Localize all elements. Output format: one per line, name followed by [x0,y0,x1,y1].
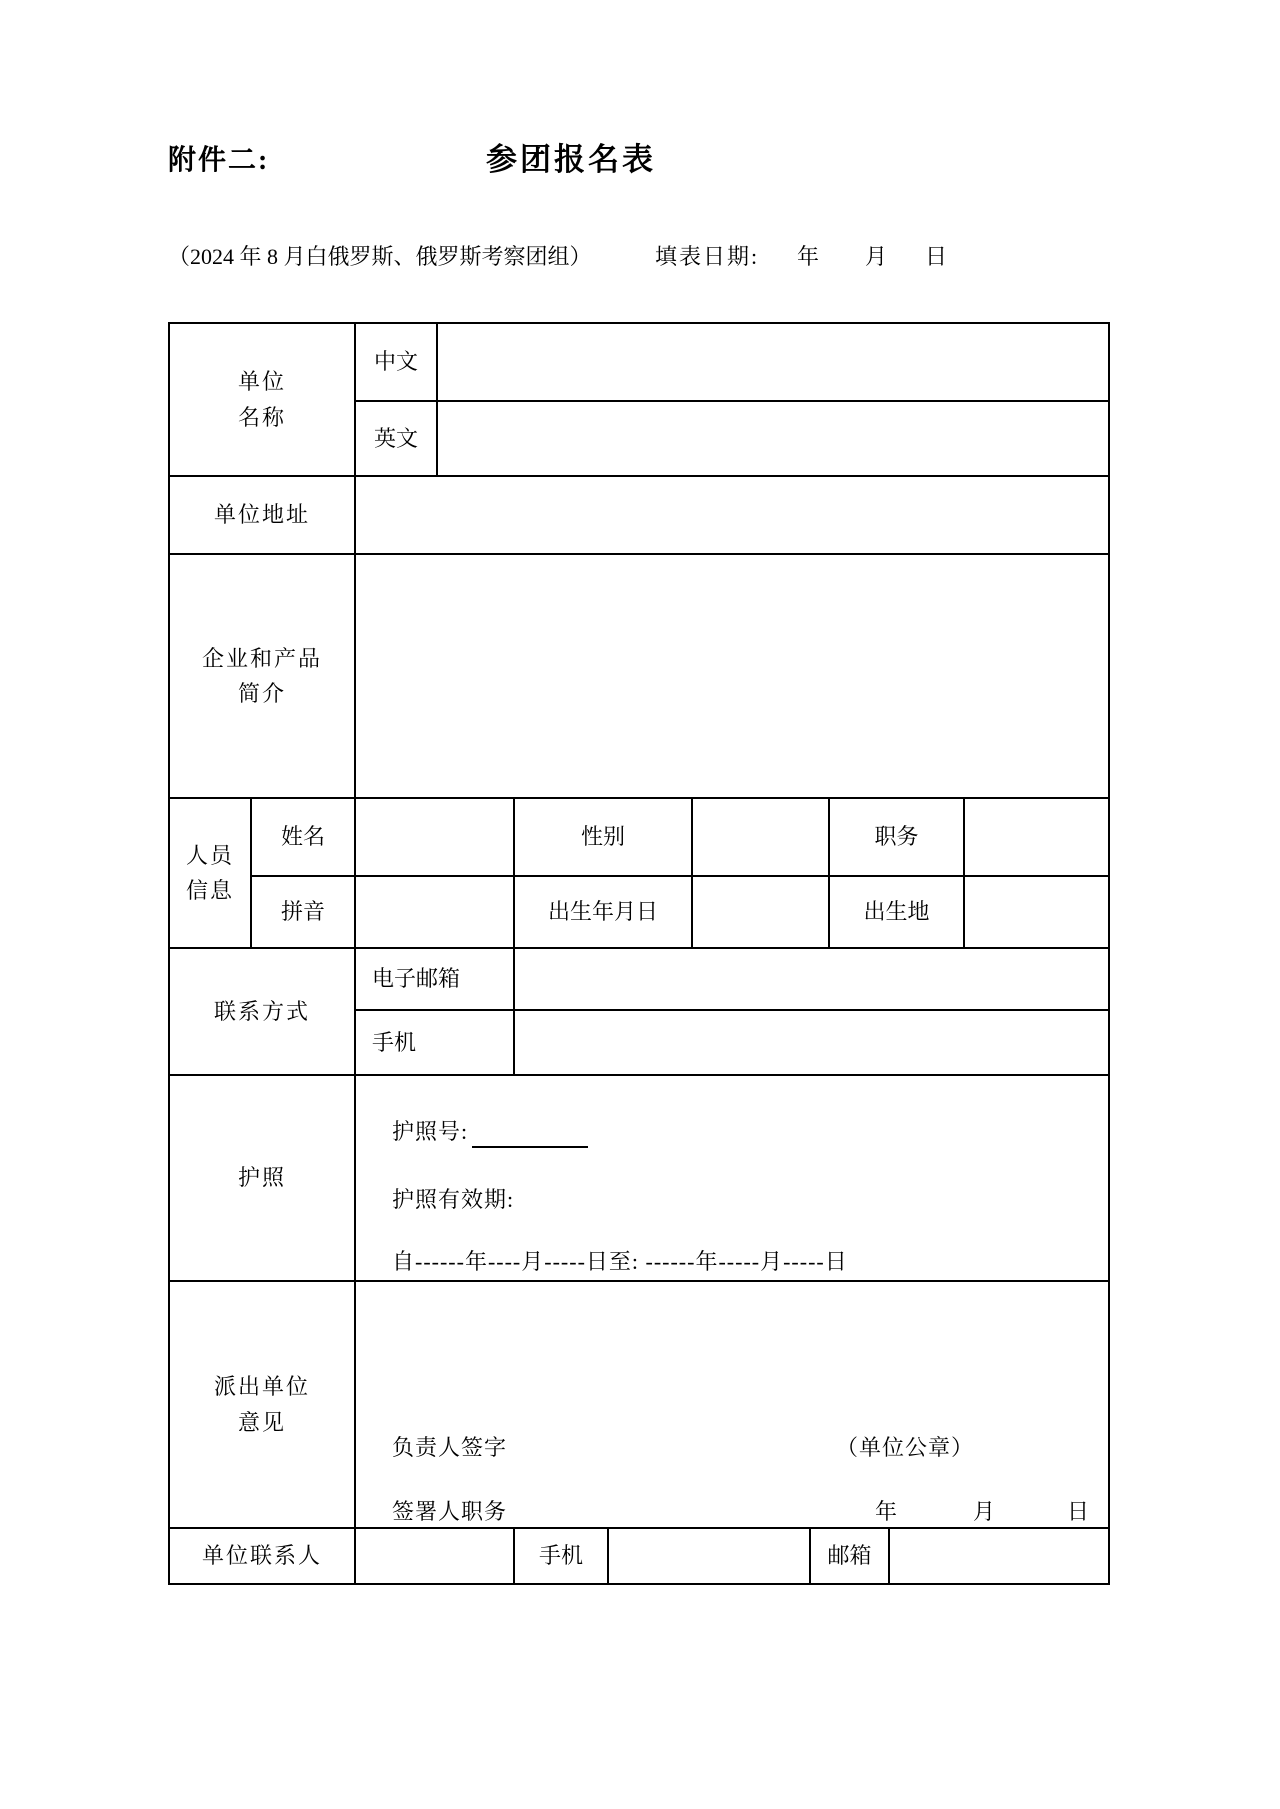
personnel-pinyin-label: 拼音 [252,877,356,947]
registration-form-table [168,322,1110,1585]
contact-mobile-input[interactable] [515,1011,1108,1074]
page-title: 参团报名表 [486,142,656,177]
personnel-gender-label: 性别 [515,799,693,875]
dispatch-opinion-label-line2: 意见 [237,1409,286,1435]
fill-date-year-label: 年 [797,244,820,269]
personnel-birthplace-input[interactable] [965,877,1108,947]
personnel-position-label: 职务 [830,799,965,875]
dispatch-opinion-content[interactable] [356,1282,1108,1527]
passport-number-line [392,1116,588,1148]
company-profile-band [170,555,1108,799]
passport-validity-period[interactable]: 自------年----月-----日至: ------年-----月-----日 [392,1249,848,1274]
personnel-label-line1: 人员 [185,842,234,868]
unit-name-english-label: 英文 [356,402,438,475]
personnel-gender-input[interactable] [693,799,830,875]
passport-content [356,1076,1108,1280]
attachment-label: 附件二: [168,145,270,176]
unit-name-english-input[interactable] [438,402,1108,475]
contact-mobile-label: 手机 [356,1011,515,1074]
unit-name-chinese-label: 中文 [356,324,438,400]
unit-contact-label: 单位联系人 [170,1529,356,1583]
unit-contact-mobile-label: 手机 [515,1529,609,1583]
personnel-birthdate-label: 出生年月日 [515,877,693,947]
opinion-year-label: 年 [875,1499,899,1524]
subtitle-delegation: （2024 年 8 月白俄罗斯、俄罗斯考察团组） [168,244,592,269]
personnel-pinyin-input[interactable] [356,877,515,947]
unit-contact-band [170,1529,1108,1583]
unit-name-label [170,324,356,475]
passport-number-label: 护照号: [392,1119,469,1144]
fill-date-month-label: 月 [865,244,888,269]
unit-contact-email-input[interactable] [890,1529,1108,1583]
personnel-birthdate-input[interactable] [693,877,830,947]
passport-validity-label: 护照有效期: [392,1187,515,1212]
dispatch-opinion-label [170,1282,356,1527]
passport-band [170,1076,1108,1282]
passport-label: 护照 [170,1076,356,1280]
company-profile-label [170,555,356,797]
personnel-band [170,799,1108,949]
unit-contact-email-label: 邮箱 [811,1529,890,1583]
personnel-position-input[interactable] [965,799,1108,875]
unit-address-input[interactable] [356,477,1108,553]
personnel-name-label: 姓名 [252,799,356,875]
unit-seal-label: （单位公章） [836,1435,975,1460]
company-profile-label-line1: 企业和产品 [201,645,322,671]
unit-contact-mobile-input[interactable] [609,1529,811,1583]
signer-title-label: 签署人职务 [392,1499,508,1524]
unit-name-band [170,324,1108,477]
unit-address-band [170,477,1108,555]
opinion-month-label: 月 [973,1499,997,1524]
passport-number-blank[interactable] [472,1122,588,1148]
company-profile-label-line2: 简介 [237,681,286,706]
unit-name-label-line1: 单位 [237,369,286,395]
unit-address-label: 单位地址 [170,477,356,553]
fill-date-day-label: 日 [925,244,948,269]
company-profile-input[interactable] [356,555,1108,797]
unit-name-label-line2: 名称 [237,404,286,430]
personnel-birthplace-label: 出生地 [830,877,965,947]
dispatch-opinion-band [170,1282,1108,1529]
fill-date-label: 填表日期: [655,244,760,269]
contact-email-label: 电子邮箱 [356,949,515,1009]
unit-name-chinese-input[interactable] [438,324,1108,400]
opinion-day-label: 日 [1067,1499,1091,1524]
contact-label: 联系方式 [170,949,356,1074]
contact-email-input[interactable] [515,949,1108,1009]
contact-band [170,949,1108,1076]
personnel-label-line2: 信息 [185,878,234,903]
personnel-name-input[interactable] [356,799,515,875]
unit-contact-name-input[interactable] [356,1529,515,1583]
dispatch-opinion-label-line1: 派出单位 [213,1374,310,1400]
personnel-label [170,799,252,947]
signature-label: 负责人签字 [392,1435,508,1460]
